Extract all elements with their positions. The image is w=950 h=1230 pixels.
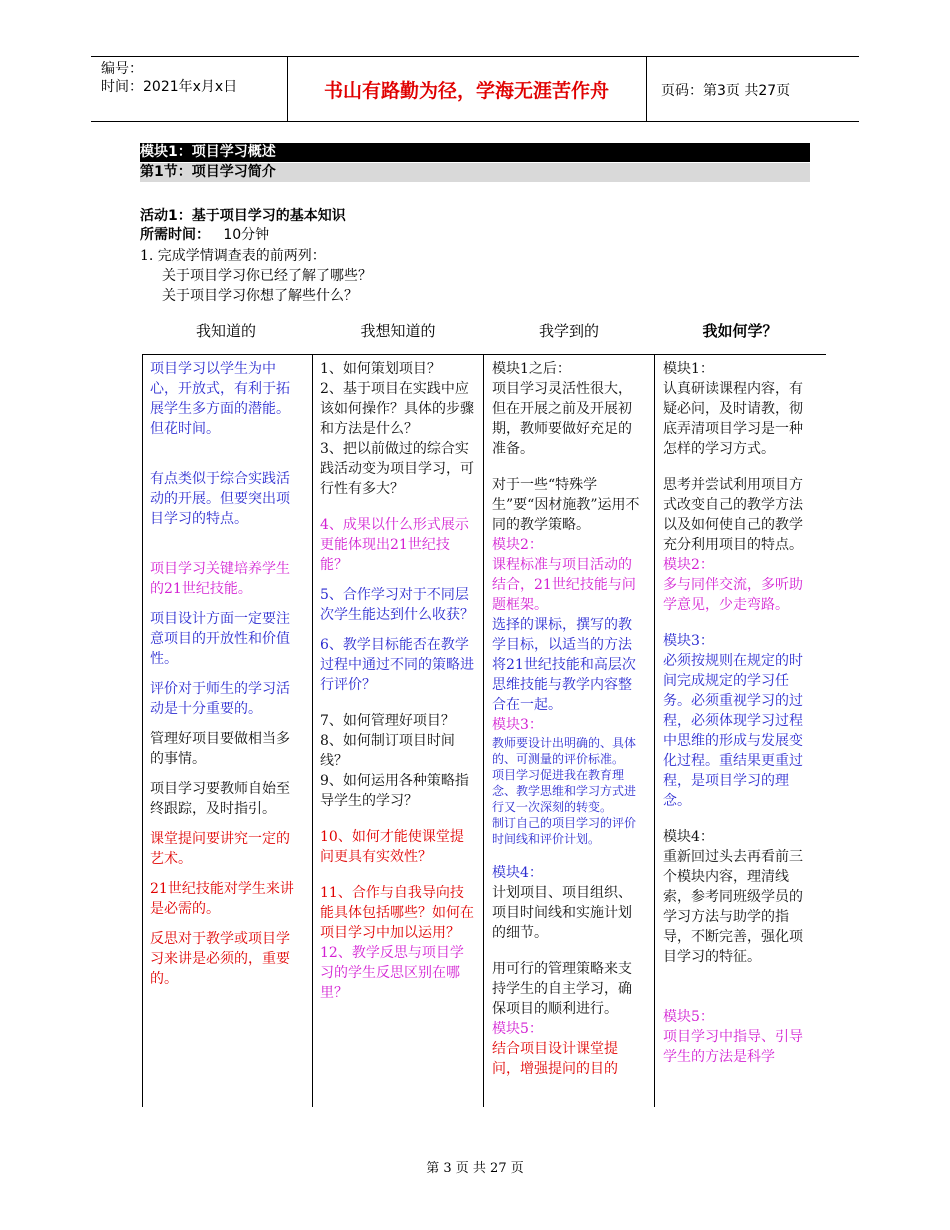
table-cell: 模块1之后： xyxy=(492,361,571,377)
table-cell: 反思对于教学或项目学习来讲是必须的，重要的。 xyxy=(150,931,290,987)
table-cell: 模块5： xyxy=(492,1021,543,1037)
question-want: 关于项目学习你想了解些什么？ xyxy=(162,288,358,304)
header-top-rule xyxy=(91,56,859,57)
table-cell: 项目学习以学生为中心，开放式，有利于拓展学生多方面的潜能。但花时间。 xyxy=(150,361,290,437)
column-header-learned: 我学到的 xyxy=(538,322,599,340)
table-cell: 2、基于项目在实践中应该如何操作？具体的步骤和方法是什么？ xyxy=(320,381,474,437)
table-cell: 1、如何策划项目？ xyxy=(320,361,441,377)
table-cell: 模块3： xyxy=(492,717,543,733)
table-border xyxy=(654,355,655,1107)
header-meta xyxy=(101,60,237,96)
table-cell: 5、合作学习对于不同层次学生能达到什么收获？ xyxy=(320,587,474,623)
table-cell: 评价对于师生的学习活动是十分重要的。 xyxy=(150,681,290,717)
time-needed-value: 10分钟 xyxy=(223,227,270,243)
table-cell: 项目学习要教师自始至终跟踪，及时指引。 xyxy=(150,781,290,817)
table-cell: 21世纪技能对学生来讲是必需的。 xyxy=(150,881,294,917)
code-label: 编号： xyxy=(101,61,143,77)
table-cell: 课程标准与项目活动的结合，21世纪技能与问题框架。 xyxy=(492,557,636,613)
table-cell: 模块2： xyxy=(492,537,543,553)
time-needed-label: 所需时间： xyxy=(140,227,210,243)
table-cell: 项目学习灵活性很大，但在开展之前及开展初期，教师要做好充足的准备。 xyxy=(492,381,632,457)
time-needed xyxy=(140,224,269,244)
table-cell: 对于一些“特殊学生”要“因材施教”运用不同的教学策略。 xyxy=(492,477,640,533)
table-cell: 项目学习中指导、引导学生的方法是科学 xyxy=(663,1029,803,1065)
table-cell: 模块1： xyxy=(663,361,714,377)
table-cell: 选择的课标，撰写的教学目标，以适当的方法将21世纪技能和高层次思维技能与教学内容整合在一起。 xyxy=(492,617,636,713)
column-learned xyxy=(492,359,644,1079)
table-cell: 9、如何运用各种策略指导学生的学习？ xyxy=(320,773,469,809)
table-border xyxy=(142,355,143,1107)
table-cell: 3、把以前做过的综合实践活动变为项目学习，可行性有多大？ xyxy=(320,441,474,497)
kwl-table xyxy=(142,354,826,1107)
table-cell: 思考并尝试利用项目方式改变自己的教学方法以及如何使自己的教学充分利用项目的特点。 xyxy=(663,477,803,553)
header-bottom-rule xyxy=(91,121,859,122)
table-cell: 课堂提问要讲究一定的艺术。 xyxy=(150,831,290,867)
instruction: 1. 完成学情调查表的前两列： xyxy=(140,248,326,264)
table-cell: 模块2： xyxy=(663,557,714,573)
table-cell: 项目学习关键培养学生的21世纪技能。 xyxy=(150,561,290,597)
table-cell: 模块3： xyxy=(663,633,714,649)
table-cell: 项目设计方面一定要注意项目的开放性和价值性。 xyxy=(150,611,290,667)
table-cell: 模块4： xyxy=(663,829,714,845)
module-title: 模块1：项目学习概述 xyxy=(140,143,810,162)
column-header-how: 我如何学？ xyxy=(702,322,778,340)
activity-title: 活动1：基于项目学习的基本知识 xyxy=(140,208,346,224)
table-cell: 4、成果以什么形式展示更能体现出21世纪技能？ xyxy=(320,517,469,573)
table-cell: 6、教学目标能否在教学过程中通过不同的策略进行评价？ xyxy=(320,637,474,693)
header-page-number: 页码：第3页 共27页 xyxy=(661,83,791,99)
table-border xyxy=(483,355,484,1107)
table-cell: 制订自己的项目学习的评价时间线和评价计划。 xyxy=(492,816,637,846)
column-how xyxy=(663,359,815,1067)
table-cell: 结合项目设计课堂提问，增强提问的目的 xyxy=(492,1041,618,1077)
table-cell: 模块5： xyxy=(663,1009,714,1025)
table-cell: 项目学习促进我在教育理念、教学思维和学习方式进行又一次深刻的转变。 xyxy=(492,768,637,814)
table-cell: 认真研读课程内容，有疑必问，及时请教，彻底弄清项目学习是一种怎样的学习方式。 xyxy=(663,381,803,457)
table-border xyxy=(312,355,313,1107)
column-header-know: 我知道的 xyxy=(195,322,256,340)
page-header xyxy=(91,56,859,122)
question-known: 关于项目学习你已经了解了哪些？ xyxy=(162,268,372,284)
header-motto: 书山有路勤为径，学海无涯苦作舟 xyxy=(323,80,609,102)
table-cell: 8、如何制订项目时间线？ xyxy=(320,733,455,769)
table-cell: 模块4： xyxy=(492,865,543,881)
column-want xyxy=(320,359,474,1003)
table-cell: 多与同伴交流，多听助学意见，少走弯路。 xyxy=(663,577,803,613)
table-cell: 7、如何管理好项目？ xyxy=(320,713,455,729)
table-cell: 计划项目、项目组织、项目时间线和实施计划的细节。 xyxy=(492,885,632,941)
header-divider xyxy=(646,56,647,122)
table-cell: 用可行的管理策略来支持学生的自主学习，确保项目的顺利进行。 xyxy=(492,961,632,1017)
table-cell: 管理好项目要做相当多的事情。 xyxy=(150,731,290,767)
table-cell: 有点类似于综合实践活动的开展。但要突出项目学习的特点。 xyxy=(150,471,290,527)
table-cell: 12、教学反思与项目学习的学生反思区别在哪里？ xyxy=(320,945,464,1001)
table-cell: 必须按规则在规定的时间完成规定的学习任务。必须重视学习的过程，必须体现学习过程中思维的形成与发展变化过程。重结果更重过程，是项目学习的理念。 xyxy=(663,653,803,809)
column-know xyxy=(150,359,302,989)
table-cell: 重新回过头去再看前三个模块内容，理清线索，参考同班级学员的学习方法与助学的指导，不断完善，强化项目学习的特征。 xyxy=(663,849,803,965)
table-cell: 教师要设计出明确的、具体的、可测量的评价标准。 xyxy=(492,736,637,766)
page-footer: 第 3 页 共 27 页 xyxy=(426,1161,524,1176)
section-title: 第1节：项目学习简介 xyxy=(140,163,810,182)
table-cell: 11、合作与自我导向技能具体包括哪些？如何在项目学习中加以运用？ xyxy=(320,885,474,941)
date-label: 时间：2021年x月x日 xyxy=(101,79,238,95)
table-cell: 10、如何才能使课堂提问更具有实效性？ xyxy=(320,829,464,865)
column-header-want: 我想知道的 xyxy=(360,322,436,340)
